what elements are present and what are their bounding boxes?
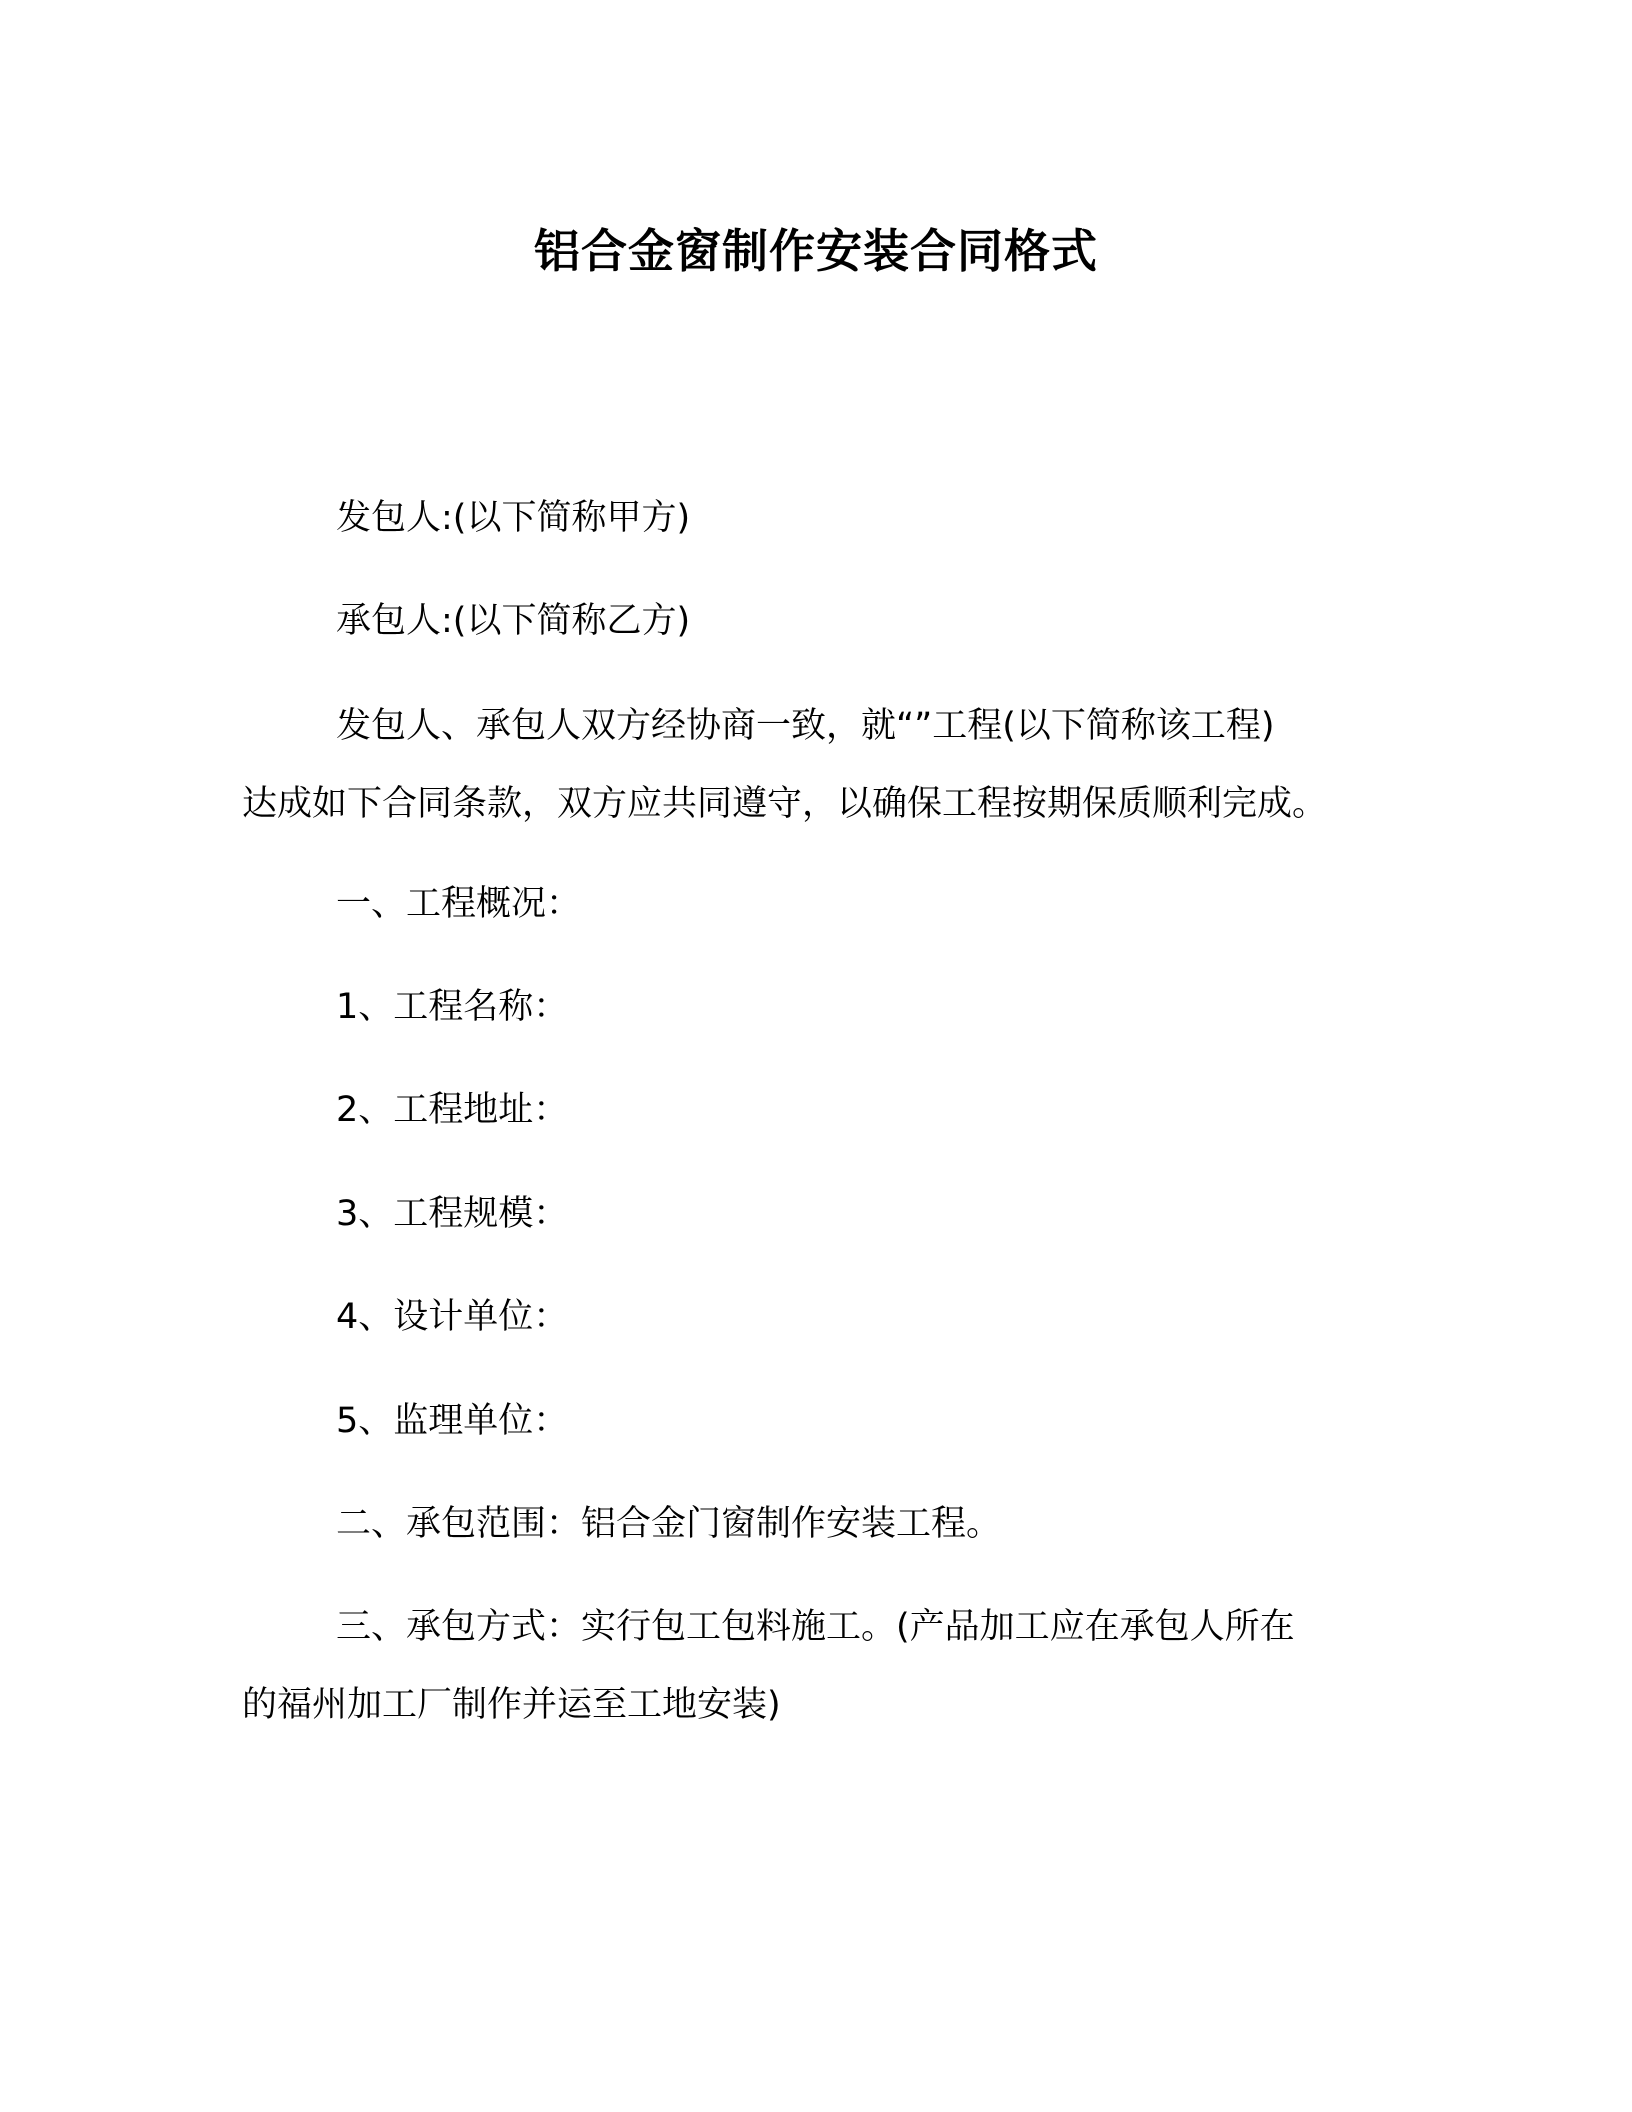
preamble-line-1: 发包人、承包人双方经协商一致，就“”工程(以下简称该工程) xyxy=(336,706,1275,746)
item-3-text: 3、工程规模： xyxy=(336,1194,569,1234)
item-5-text: 5、监理单位： xyxy=(336,1401,569,1441)
section-1-text: 一、工程概况： xyxy=(336,884,582,924)
contractor-line xyxy=(242,597,1392,645)
item-4-line xyxy=(242,1293,1392,1341)
item-1-text: 1、工程名称： xyxy=(336,987,569,1027)
item-2-text: 2、工程地址： xyxy=(336,1090,569,1130)
preamble-paragraph xyxy=(242,702,1392,828)
section-3-line-1: 三、承包方式：实行包工包料施工。(产品加工应在承包人所在 xyxy=(336,1607,1295,1647)
item-2-line xyxy=(242,1086,1392,1134)
preamble-line-2: 达成如下合同条款，双方应共同遵守，以确保工程按期保质顺利完成。 xyxy=(242,784,1328,824)
section-3-paragraph xyxy=(242,1603,1392,1729)
employer-text: 发包人:(以下简称甲方) xyxy=(336,498,691,538)
item-4-text: 4、设计单位： xyxy=(336,1297,569,1337)
section-3-line-2: 的福州加工厂制作并运至工地安装) xyxy=(242,1685,781,1725)
section-2-line xyxy=(242,1500,1392,1548)
item-3-line xyxy=(242,1190,1392,1238)
section-2-text: 二、承包范围：铝合金门窗制作安装工程。 xyxy=(336,1504,1002,1544)
employer-line xyxy=(242,494,1392,542)
item-1-line xyxy=(242,983,1392,1031)
item-5-line xyxy=(242,1397,1392,1445)
document-title: 铝合金窗制作安装合同格式 xyxy=(534,224,1098,278)
section-1-heading xyxy=(242,880,1392,928)
contractor-text: 承包人:(以下简称乙方) xyxy=(336,601,691,641)
